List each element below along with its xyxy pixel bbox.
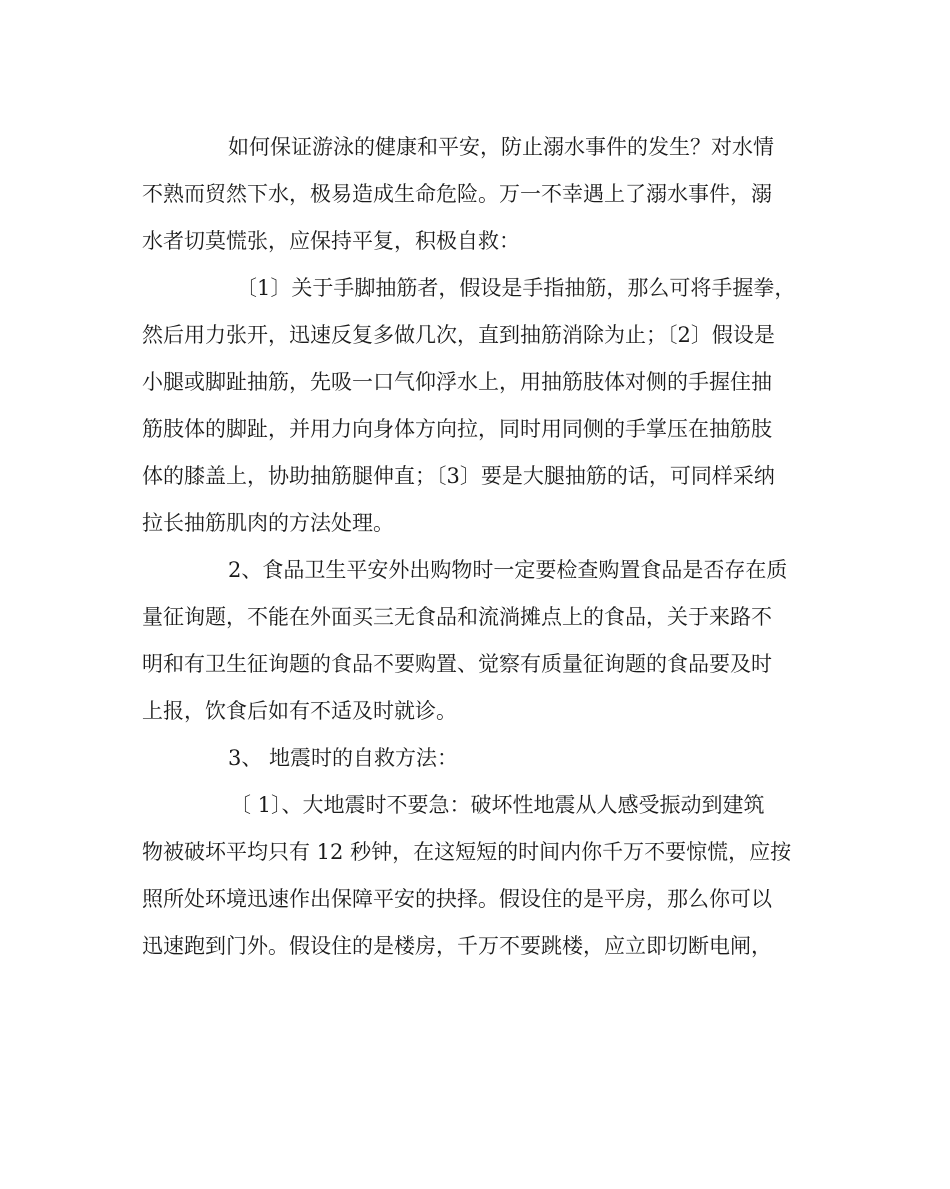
paragraph-line: 如何保证游泳的健康和平安，防止溺水事件的发生？对水情 — [228, 135, 774, 159]
paragraph-line: 水者切莫慌张，应保持平复，积极自救： — [142, 229, 520, 253]
paragraph-line: 体的膝盖上，协助抽筋腿伸直；〔3〕要是大腿抽筋的话，可同样采纳 — [142, 464, 775, 488]
document-body — [142, 124, 812, 970]
section-heading: 3、 地震时的自救方法： — [228, 746, 459, 770]
paragraph-line: 不熟而贸然下水，极易造成生命危险。万一不幸遇上了溺水事件，溺 — [142, 182, 772, 206]
paragraph-line: 量征询题，不能在外面买三无食品和流淌摊点上的食品，关于来路不 — [142, 605, 772, 629]
paragraph-line: 小腿或脚趾抽筋，先吸一口气仰浮水上，用抽筋肢体对侧的手握住抽 — [142, 370, 772, 394]
paragraph-line: 照所处环境迅速作出保障平安的抉择。假设住的是平房，那么你可以 — [142, 887, 772, 911]
paragraph-line: 明和有卫生征询题的食品不要购置、觉察有质量征询题的食品要及时 — [142, 652, 772, 676]
paragraph-line: 然后用力张开，迅速反复多做几次，直到抽筋消除为止；〔2〕假设是 — [142, 323, 775, 347]
paragraph-line: 2、食品卫生平安外出购物时一定要检查购置食品是否存在质 — [228, 558, 788, 582]
paragraph-cramp-selfrescue — [142, 265, 812, 547]
paragraph-line: 筋肢体的脚趾，并用力向身体方向拉，同时用同侧的手掌压在抽筋肢 — [142, 417, 772, 441]
paragraph-line: 〔1〕关于手脚抽筋者，假设是手指抽筋，那么可将手握拳， — [236, 276, 796, 300]
section-heading-earthquake — [142, 735, 812, 782]
paragraph-earthquake-selfrescue — [142, 782, 812, 970]
paragraph-line: 〔 1〕、大地震时不要急：破坏性地震从人感受振动到建筑 — [230, 793, 765, 817]
paragraph-line: 物被破坏平均只有 12 秒钟，在这短短的时间内你千万不要惊慌，应按 — [142, 840, 792, 864]
paragraph-line: 上报，饮食后如有不适及时就诊。 — [142, 699, 457, 723]
paragraph-line: 迅速跑到门外。假设住的是楼房，千万不要跳楼，应立即切断电闸， — [142, 934, 772, 958]
paragraph-drowning-intro — [142, 124, 812, 265]
paragraph-food-safety — [142, 547, 812, 735]
paragraph-line: 拉长抽筋肌肉的方法处理。 — [142, 511, 394, 535]
